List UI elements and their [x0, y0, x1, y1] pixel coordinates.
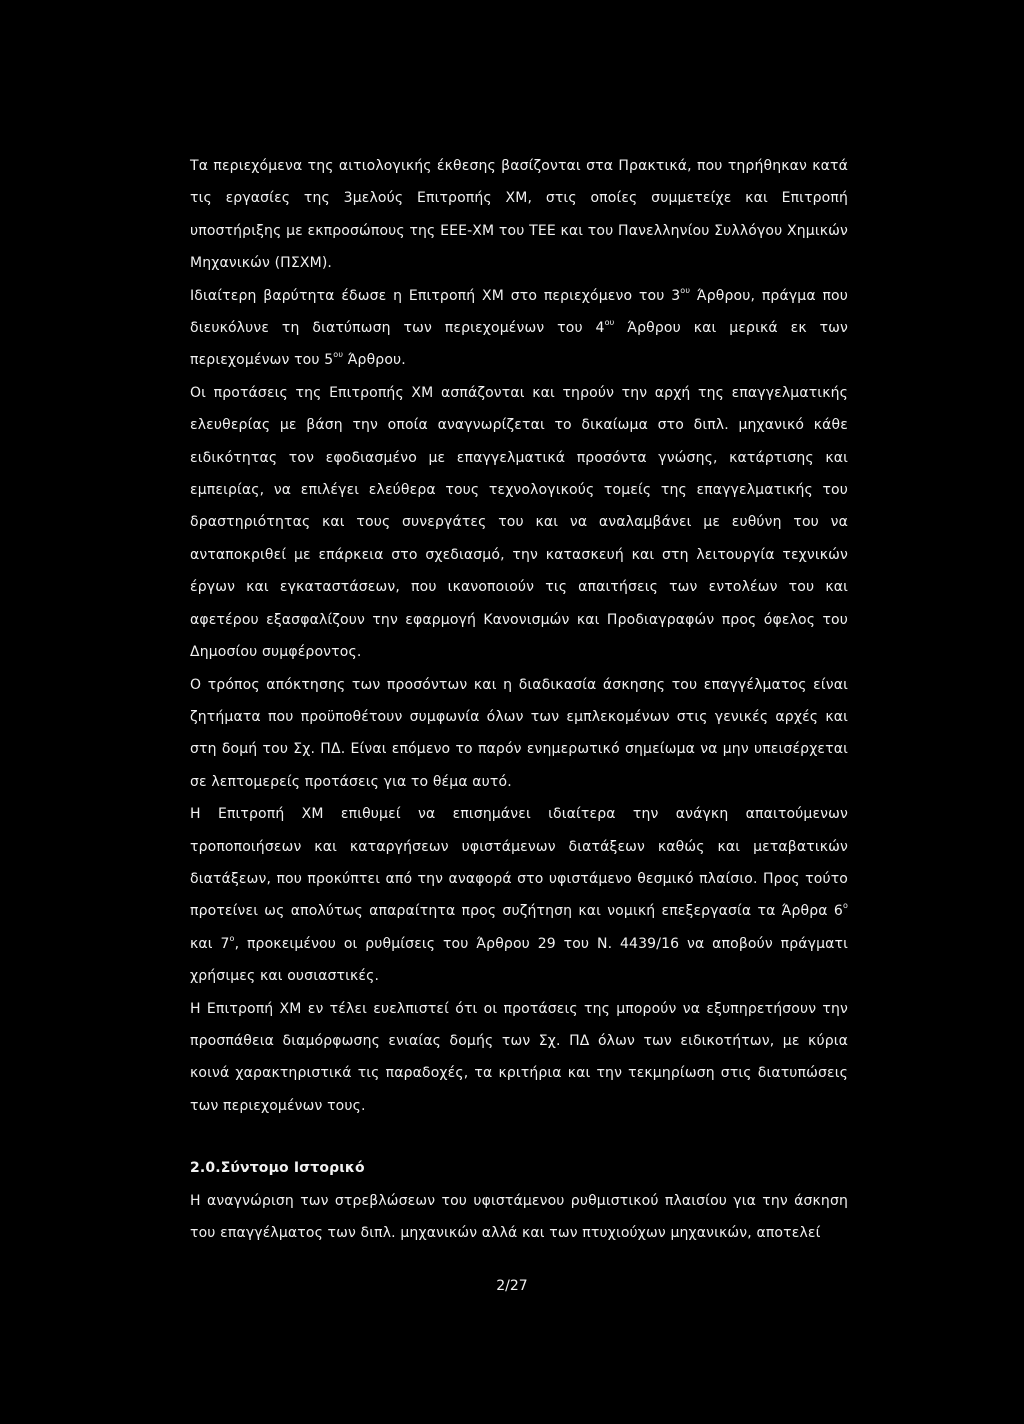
- paragraph-amendments: [190, 798, 848, 992]
- text-run: Ιδιαίτερη βαρύτητα έδωσε η Επιτροπή ΧΜ στο περιεχόμενο του 3: [190, 287, 681, 304]
- text-run: και 7: [190, 935, 230, 952]
- paragraph-article-3: [190, 280, 848, 377]
- section-paragraph: Η αναγνώριση των στρεβλώσεων του υφιστάμενου ρυθμιστικού πλαισίου για την άσκηση του επαγγέλματος των διπλ. μηχανικών αλλά και των πτυχιούχων μηχανικών, αποτελεί: [190, 1192, 848, 1241]
- text-run: Άρθρου, πράγμα που διευκόλυνε τη διατύπωση των περιεχομένων του 4: [190, 287, 848, 337]
- superscript: ο: [229, 933, 235, 943]
- paragraph-sources: Τα περιεχόμενα της αιτιολογικής έκθεσης βασίζονται στα Πρακτικά, που τηρήθηκαν κατά τις εργασίες της 3μελούς Επιτροπής ΧΜ, στις οποίες συμμετείχε και Επιτροπή υποστήριξης με εκπροσώπους της ΕΕΕ-ΧΜ του ΤΕΕ και του Πανελληνίου Συλλόγου Χημικών Μηχανικών (ΠΣΧΜ).: [190, 158, 848, 272]
- text-run: Η Επιτροπή ΧΜ επιθυμεί να επισημάνει ιδιαίτερα την ανάγκη απαιτούμενων τροποποιήσεων και καταργήσεων υφιστάμενων διατάξεων καθώς και μεταβατικών διατάξεων, που προκύπτει από την αναφορά στο υφιστάμενο θεσμικό πλαίσιο. Προς τούτο προτείνει ως απολύτως απαραίτητα προς συζήτηση και νομική επεξεργασία τα Άρθρα 6: [190, 806, 848, 920]
- text-run: , προκειμένου οι ρυθμίσεις του Άρθρου 29 του Ν. 4439/16 να αποβούν πράγματι χρήσιμες και ουσιαστικές.: [190, 935, 848, 985]
- superscript: ου: [604, 318, 615, 328]
- text-run: Άρθρου.: [343, 352, 406, 369]
- paragraph-qualifications: Ο τρόπος απόκτησης των προσόντων και η διαδικασία άσκησης του επαγγέλματος είναι ζητήματα που προϋποθέτουν συμφωνία όλων των εμπλεκομένων στις γενικές αρχές και στη δομή του Σχ. ΠΔ. Είναι επόμενο το παρόν ενημερωτικό σημείωμα να μην υπεισέρχεται σε λεπτομερείς προτάσεις για το θέμα αυτό.: [190, 676, 848, 790]
- paragraph-conclusion: Η Επιτροπή ΧΜ εν τέλει ευελπιστεί ότι οι προτάσεις της μπορούν να εξυπηρετήσουν την προσπάθεια διαμόρφωσης ενιαίας δομής των Σχ. ΠΔ όλων των ειδικοτήτων, με κύρια κοινά χαρακτηριστικά τις παραδοχές, τα κριτήρια και την τεκμηρίωση στις διατυπώσεις των περιεχομένων τους.: [190, 1000, 848, 1114]
- superscript: ο: [842, 901, 848, 911]
- section-heading: 2.0.Σύντομο Ιστορικό: [190, 1160, 365, 1177]
- paragraph-professional-freedom: Οι προτάσεις της Επιτροπής ΧΜ ασπάζονται και τηρούν την αρχή της επαγγελματικής ελευθερίας με βάση την οποία αναγνωρίζεται το δικαίωμα στο διπλ. μηχανικό κάθε ειδικότητας τον εφοδιασμένο με επαγγελματικά προσόντα γνώσης, κατάρτισης και εμπειρίας, να επιλέγει ελεύθερα τους τεχνολογικούς τομείς της επαγγελματικής του δραστηριότητας και τους συνεργάτες του και να αναλαμβάνει με ευθύνη του να ανταποκριθεί με επάρκεια στο σχεδιασμό, την κατασκευή και στη λειτουργία τεχνικών έργων και εγκαταστάσεων, που ικανοποιούν τις απαιτήσεις των εντολέων του και αφετέρου εξασφαλίζουν την εφαρμογή Κανονισμών και Προδιαγραφών προς όφελος του Δημοσίου συμφέροντος.: [190, 384, 848, 661]
- page-number: 2/27: [496, 1278, 528, 1294]
- text-run: Άρθρου και μερικά εκ των περιεχομένων του 5: [190, 320, 848, 369]
- superscript: ου: [333, 350, 344, 360]
- superscript: ου: [680, 285, 691, 295]
- document-body: [190, 150, 848, 1249]
